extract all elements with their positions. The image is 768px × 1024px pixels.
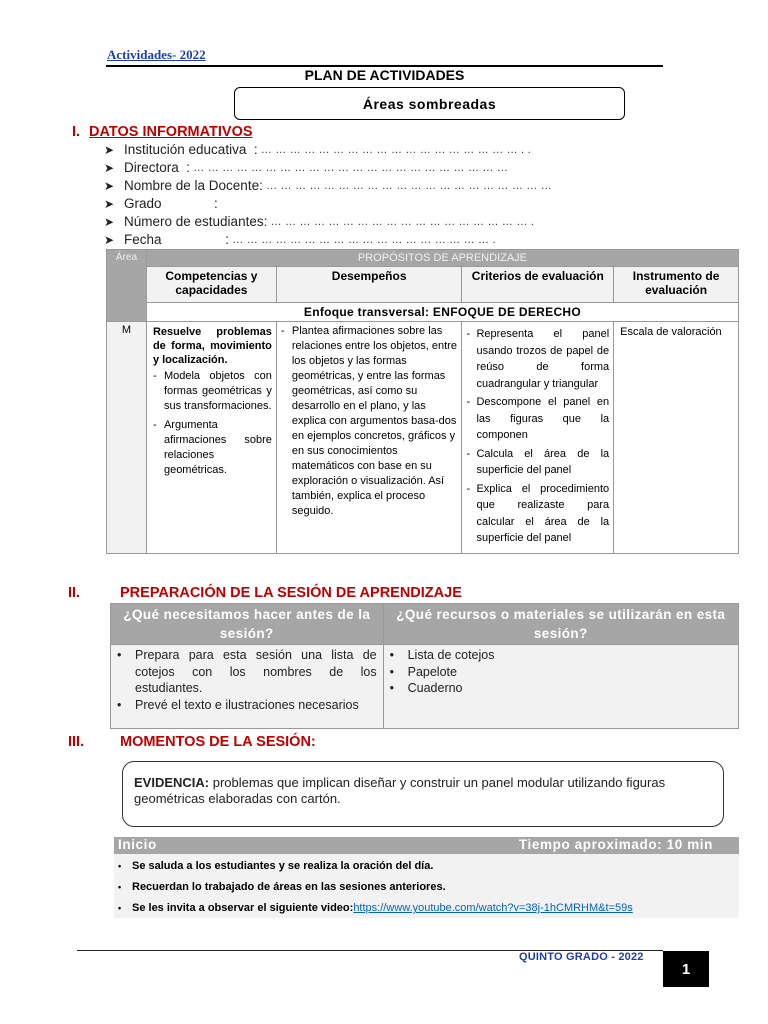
section-1-title: DATOS INFORMATIVOS: [89, 124, 253, 140]
subject-title-box: [234, 87, 625, 120]
desempenos-header: Desempeños: [276, 267, 462, 303]
info-row: [104, 195, 552, 213]
criterio-text: Calcula el área de la superficie del panel: [476, 447, 610, 476]
evidence-text: [134, 775, 714, 807]
competencia-title: Resuelve problemas de forma, movimiento y localización.: [152, 326, 272, 366]
info-dots: … … … … … … … … … … … … … … … … … … … … … …: [190, 162, 509, 174]
info-sep: :: [178, 160, 191, 175]
info-row: [104, 213, 552, 231]
evidence-description: problemas que implican diseñar y construir un panel modular utilizando figuras geométricas elaboradas con cartón.: [134, 775, 666, 806]
materials-header: ¿Qué recursos o materiales se utilizarán en esta sesión?: [383, 604, 738, 645]
section-3-heading: [68, 734, 316, 750]
arrow-bullet-icon: ➤: [104, 143, 115, 157]
activities-link[interactable]: Actividades- 2022: [107, 47, 206, 62]
instrumento-header: Instrumento de evaluación: [614, 267, 739, 303]
info-dots: … … … … … … … … … … … … … … … … … … .: [267, 216, 535, 228]
prep-item-text: Prevé el texto e ilustraciones necesarios: [135, 697, 359, 712]
materials-cell: [383, 645, 738, 729]
info-row: [104, 177, 552, 195]
criterio-text: Representa el panel usando trozos de papel de reúso de forma cuadrangular y triangular: [476, 328, 610, 390]
before-session-cell: [111, 645, 384, 729]
section-2-heading: [68, 585, 462, 601]
arrow-bullet-icon: ➤: [104, 161, 115, 175]
youtube-link[interactable]: https://www.youtube.com/watch?v=38j-1hCMRHM&t=59s: [353, 902, 633, 914]
material-text: Papelote: [407, 664, 457, 679]
criterio-item: - Descompone el panel en las figuras que la componen: [466, 394, 609, 444]
subject-title: Áreas sombreadas: [362, 95, 497, 112]
prep-item-text: Prepara para esta sesión una lista de cotejos con los nombres de los estudiantes.: [135, 648, 377, 695]
info-list: [104, 141, 552, 249]
instrumento-cell: Escala de valoración: [614, 322, 739, 554]
competencias-cell: [146, 322, 276, 554]
info-sep: :: [259, 178, 263, 193]
info-label: Grado: [124, 196, 162, 211]
material-item: • Papelote: [389, 664, 457, 679]
capacidad-item: - Modela objetos con formas geométricas y sus transformaciones.: [152, 370, 272, 412]
time-estimate: Tiempo aproximado: 10 min: [518, 837, 713, 852]
plan-title: PLAN DE ACTIVIDADES: [304, 67, 465, 83]
desempeno-text: Plantea afirmaciones sobre las relaciones entre los objetos, entre los objetos y las formas geométricas, y entre las formas geométricas, así como su desarrollo en el plano, y las explica con argumentos basa-dos en ejemplos concretos, gráficos y en sus conocimientos matemáticos con base en su exploración o visualización. Así también, explica el proceso seguido.: [291, 325, 457, 517]
criterio-item: - Calcula el área de la superficie del panel: [466, 446, 609, 479]
arrow-bullet-icon: ➤: [104, 179, 115, 193]
section-2-title: PREPARACIÓN DE LA SESIÓN DE APRENDIZAJE: [120, 585, 462, 601]
prep-item: • Prevé el texto e ilustraciones necesarios: [117, 697, 359, 712]
video-instruction: Se les invita a observar el siguiente video:: [132, 902, 354, 914]
inicio-header-bar: [114, 837, 739, 854]
purposes-header: PROPÓSITOS DE APRENDIZAJE: [146, 250, 738, 267]
inicio-item-text: Se saluda a los estudiantes y se realiza la oración del día.: [132, 860, 434, 872]
info-label: Nombre de la Docente: [124, 178, 260, 193]
info-label: Directora: [124, 160, 179, 175]
desempeno-item: - Plantea afirmaciones sobre las relaciones entre los objetos, entre los objetos y las formas geométricas, y entre las formas geométricas, así como su desarrollo en el plano, y las explica con argumentos basa-dos en ejemplos concretos, gráficos y en sus conocimientos matemáticos con base en su exploración o visualización. Así también, explica el proceso seguido.: [280, 325, 457, 517]
criterios-cell: [462, 322, 614, 554]
capacidad-text: Modela objetos con formas geométricas y sus transformaciones.: [163, 370, 272, 412]
criterio-text: Descompone el panel en las figuras que la componen: [476, 396, 610, 441]
info-row: [104, 159, 552, 177]
criterios-header: Criterios de evaluación: [462, 267, 614, 303]
info-dots: … … … … … … … … … … … … … … … … … … .: [229, 234, 496, 246]
arrow-bullet-icon: ➤: [104, 233, 115, 247]
preparation-table: [110, 603, 739, 729]
before-session-header: ¿Qué necesitamos hacer antes de la sesión?: [111, 604, 384, 645]
criterio-item: - Explica el procedimiento que realizaste para calcular el área de la superficie del panel: [466, 481, 609, 547]
capacidad-text: Argumenta afirmaciones sobre relaciones geométricas.: [163, 419, 272, 476]
material-text: Lista de cotejos: [407, 648, 495, 662]
footer-grade: QUINTO GRADO - 2022: [519, 951, 644, 963]
info-dots: … … … … … … … … … … … … … … … … … … . .: [257, 144, 531, 156]
inicio-body: [114, 854, 739, 918]
arrow-bullet-icon: ➤: [104, 197, 115, 211]
info-label: Institución educativa: [124, 142, 247, 157]
page-number: 1: [663, 951, 709, 987]
info-dots: … … … … … … … … … … … … … … … … … … … …: [262, 180, 552, 192]
criterio-text: Explica el procedimiento que realizaste para calcular el área de la superficie del panel: [476, 482, 610, 544]
info-row: [104, 141, 552, 159]
criterio-item: - Representa el panel usando trozos de papel de reúso de forma cuadrangular y triangular: [466, 326, 609, 392]
section-2-number: II.: [68, 585, 81, 601]
evidence-label: EVIDENCIA:: [134, 775, 210, 790]
inicio-item: • Se saluda a los estudiantes y se realiza la oración del día.: [118, 860, 434, 872]
competencias-header: Competencias y capacidades: [146, 267, 276, 303]
material-item: • Cuaderno: [389, 681, 463, 695]
arrow-bullet-icon: ➤: [104, 215, 115, 229]
capacidad-item: - Argumenta afirmaciones sobre relaciones geométricas.: [152, 419, 272, 476]
desempenos-cell: [276, 322, 462, 554]
info-label: Número de estudiantes: [124, 214, 264, 229]
material-text: Cuaderno: [407, 681, 463, 695]
info-row: [104, 231, 552, 249]
area-header-label: Área: [115, 252, 138, 263]
inicio-item: • Recuerdan lo trabajado de áreas en las sesiones anteriores.: [118, 881, 446, 893]
material-item: • Lista de cotejos: [389, 648, 495, 662]
area-value: M: [107, 322, 147, 554]
info-label: Fecha: [124, 232, 162, 247]
section-1-heading: [72, 124, 253, 140]
inicio-item-text: Recuerdan lo trabajado de áreas en las sesiones anteriores.: [132, 881, 446, 893]
section-3-number: III.: [68, 734, 85, 750]
section-1-number: I.: [72, 124, 81, 140]
info-sep: :: [161, 232, 230, 247]
prep-item: • Prepara para esta sesión una lista de cotejos con los nombres de los estudiantes.: [117, 648, 377, 695]
info-sep: :: [246, 142, 258, 157]
info-sep: :: [263, 214, 268, 229]
section-3-title: MOMENTOS DE LA SESIÓN:: [120, 734, 316, 750]
learning-purposes-table: [106, 249, 739, 554]
info-sep: :: [161, 196, 218, 211]
enfoque-row: Enfoque transversal: ENFOQUE DE DERECHO: [146, 303, 738, 322]
inicio-item: • Se les invita a observar el siguiente video: https://www.youtube.com/watch?v=38j-1hCMRHM&t=59s: [118, 902, 633, 914]
area-header: [107, 250, 147, 322]
inicio-label: Inicio: [118, 837, 157, 852]
